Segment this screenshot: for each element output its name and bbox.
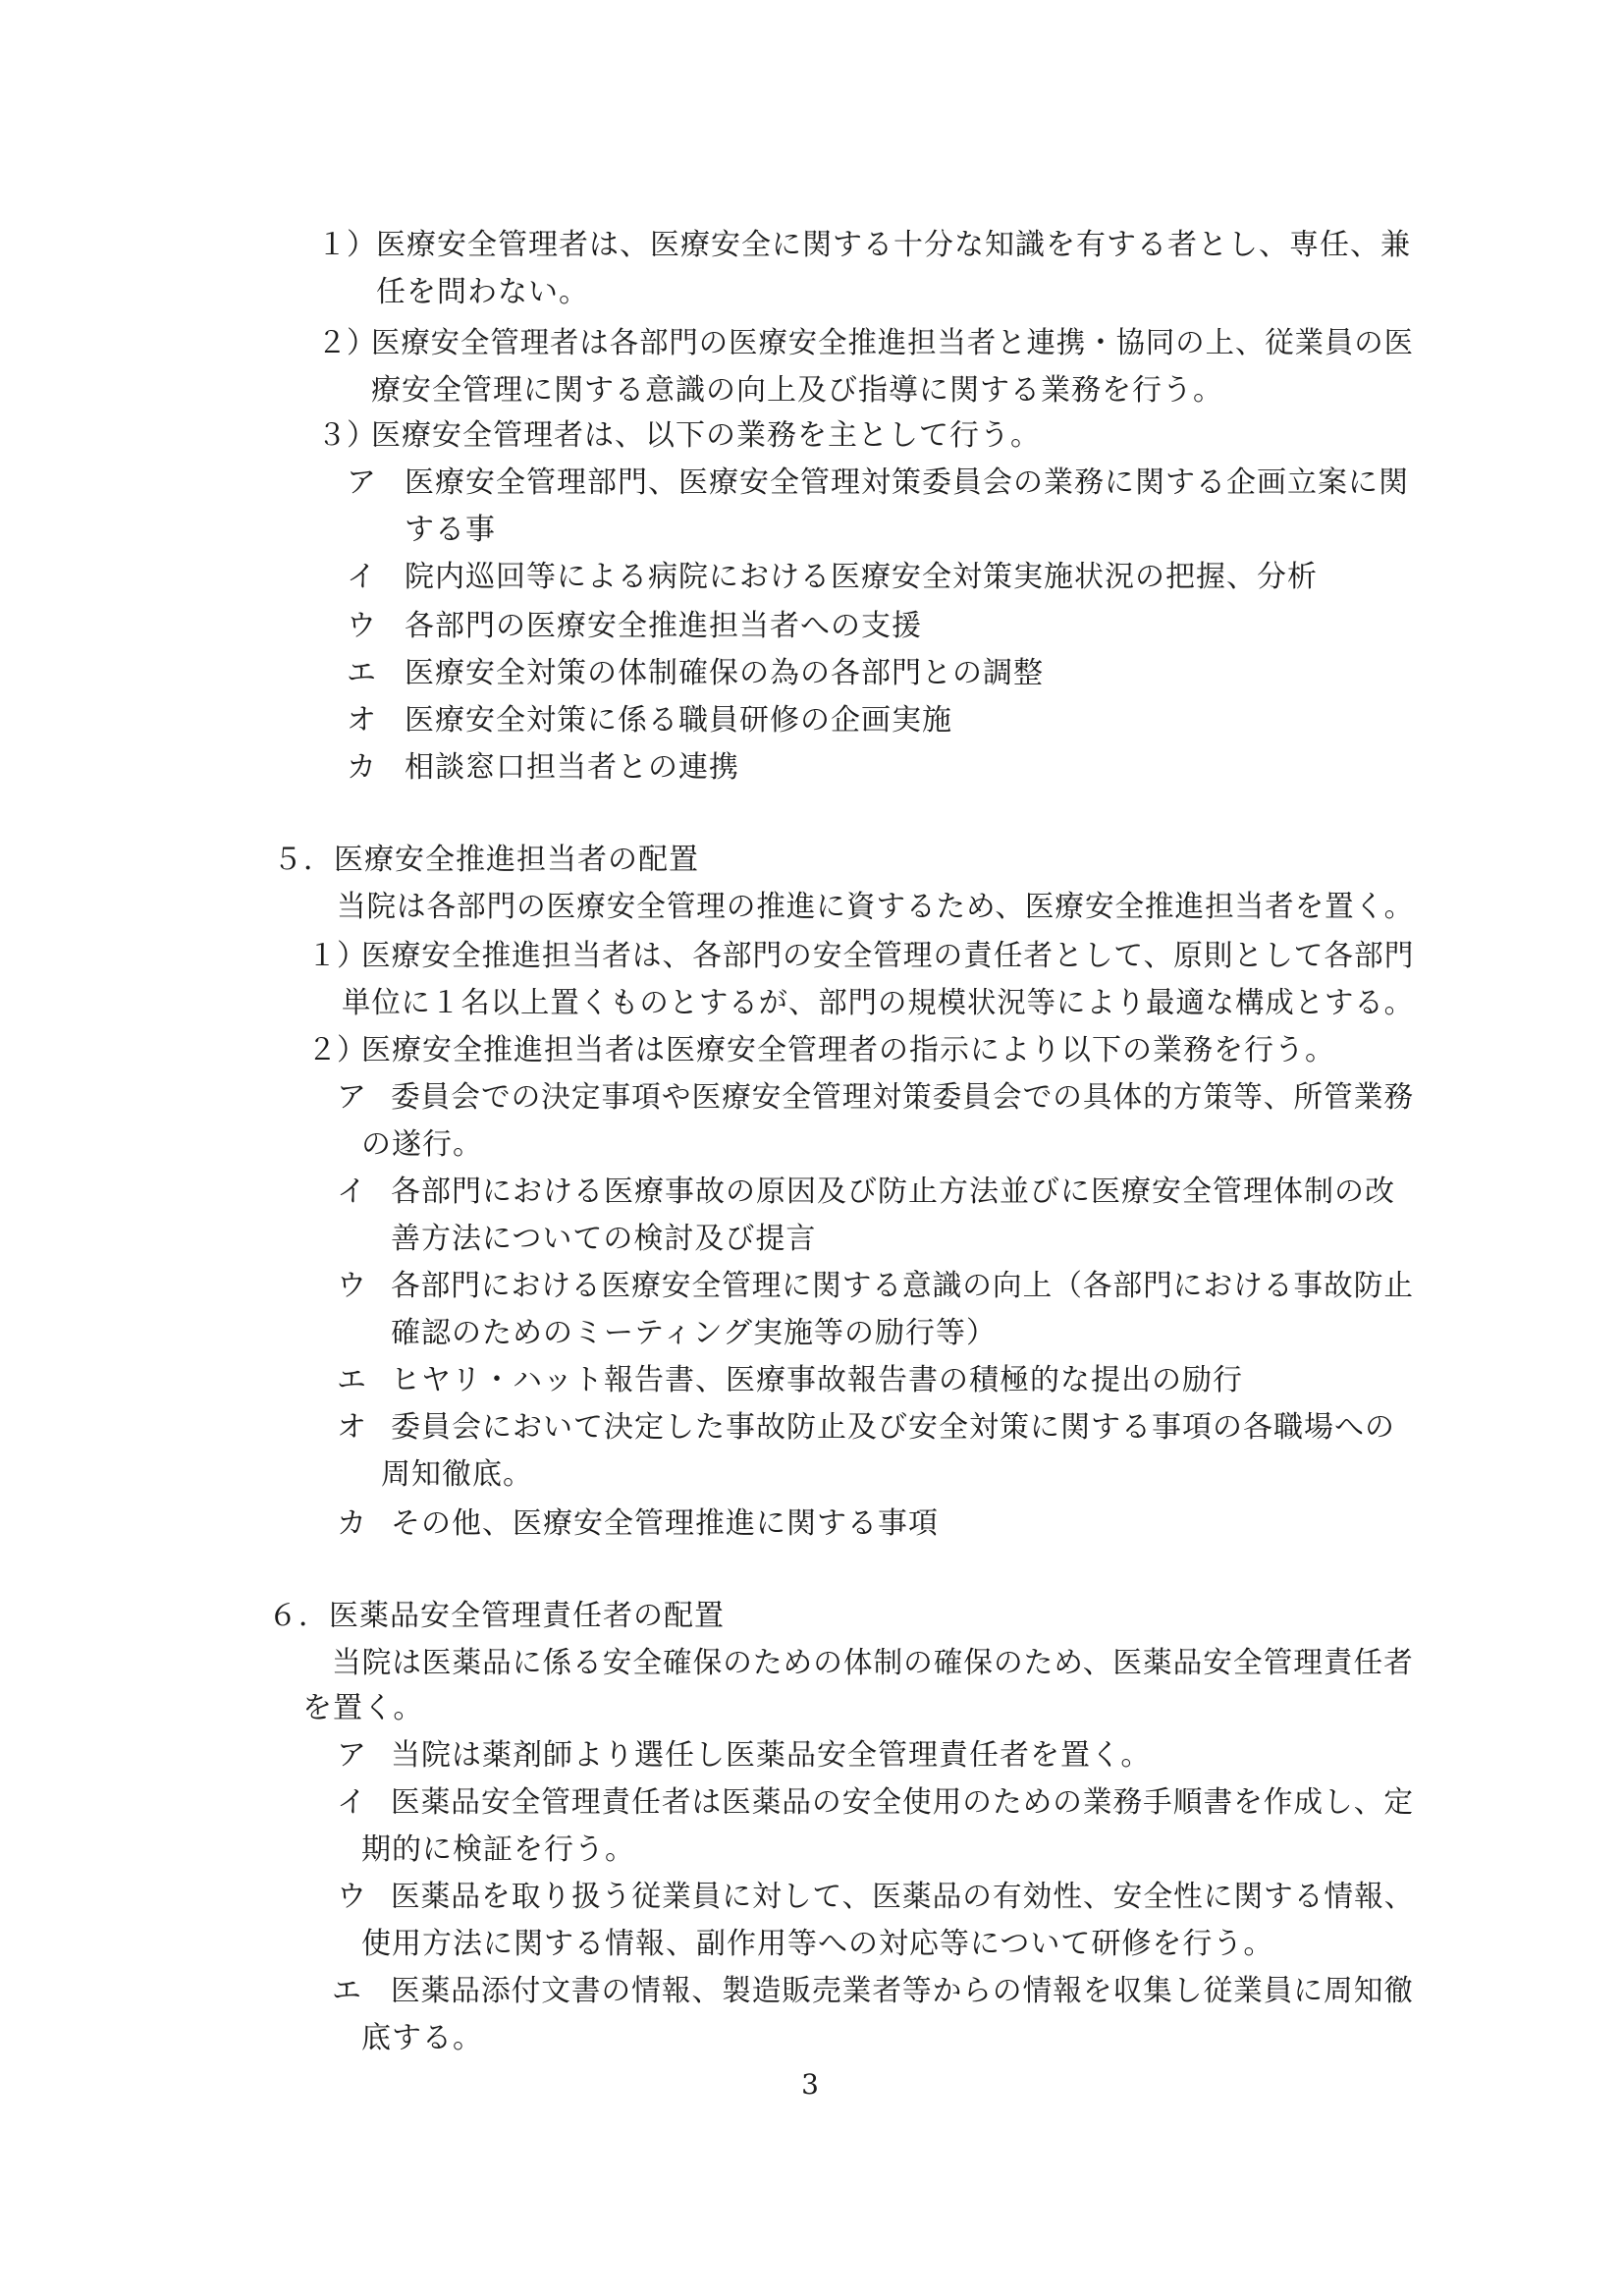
sub-item-marker: カ bbox=[347, 750, 376, 785]
list-item-text-cont: 単位に１名以上置くものとするが、部門の規模状況等により最適な構成とする。 bbox=[342, 986, 1415, 1020]
sub-item-text: ヒヤリ・ハット報告書、医療事故報告書の積極的な提出の励行 bbox=[391, 1363, 1243, 1397]
list-item-text: 医療安全管理者は各部門の医療安全推進担当者と連携・協同の上、従業員の医 bbox=[371, 326, 1414, 360]
sub-item-text-cont: の遂行。 bbox=[361, 1127, 483, 1162]
list-item-text: 医療安全推進担当者は、各部門の安全管理の責任者として、原則として各部門 bbox=[361, 939, 1415, 973]
sub-item-text-cont: 期的に検証を行う。 bbox=[361, 1832, 635, 1867]
list-marker: ３） bbox=[317, 418, 376, 453]
sub-item-marker: イ bbox=[337, 1175, 366, 1209]
sub-item-marker: イ bbox=[337, 1785, 366, 1820]
sub-item-text: 各部門の医療安全推進担当者への支援 bbox=[405, 609, 922, 643]
list-item-text: 医療安全推進担当者は医療安全管理者の指示により以下の業務を行う。 bbox=[361, 1033, 1335, 1067]
sub-item-text: 委員会での決定事項や医療安全管理対策委員会での具体的方策等、所管業務 bbox=[391, 1080, 1414, 1115]
sub-item-text: 相談窓口担当者との連携 bbox=[405, 750, 739, 785]
section-heading: ６．医薬品安全管理責任者の配置 bbox=[268, 1599, 725, 1633]
sub-item-text: 委員会において決定した事故防止及び安全対策に関する事項の各職場への bbox=[391, 1410, 1395, 1445]
sub-item-marker: イ bbox=[347, 560, 376, 594]
sub-item-marker: エ bbox=[337, 1363, 366, 1397]
sub-item-text: 各部門における医療事故の原因及び防止方法並びに医療安全管理体制の改 bbox=[391, 1175, 1395, 1209]
sub-item-text: 医薬品安全管理責任者は医薬品の安全使用のための業務手順書を作成し、定 bbox=[391, 1785, 1414, 1820]
list-item-text: 医療安全管理者は、以下の業務を主として行う。 bbox=[371, 418, 1041, 453]
sub-item-text: 医療安全対策に係る職員研修の企画実施 bbox=[405, 703, 952, 738]
list-item-text-cont: 任を問わない。 bbox=[376, 275, 589, 309]
sub-item-text-cont: 周知徹底。 bbox=[381, 1457, 533, 1492]
list-marker: ２） bbox=[317, 326, 376, 360]
sub-item-text-cont: 底する。 bbox=[361, 2021, 483, 2055]
sub-item-text: 医療安全管理部門、医療安全管理対策委員会の業務に関する企画立案に関 bbox=[405, 465, 1409, 500]
sub-item-text: 各部門における医療安全管理に関する意識の向上（各部門における事故防止 bbox=[391, 1269, 1414, 1303]
sub-item-marker: ア bbox=[337, 1738, 366, 1773]
sub-item-marker: ア bbox=[337, 1080, 366, 1115]
sub-item-marker: ウ bbox=[347, 609, 376, 643]
list-marker: １） bbox=[317, 228, 376, 262]
sub-item-text: 医薬品添付文書の情報、製造販売業者等からの情報を収集し従業員に周知徹 bbox=[391, 1974, 1414, 2008]
sub-item-marker: オ bbox=[347, 703, 376, 738]
section-intro: 当院は各部門の医療安全管理の推進に資するため、医療安全推進担当者を置く。 bbox=[337, 890, 1415, 924]
sub-item-text: その他、医療安全管理推進に関する事項 bbox=[391, 1506, 939, 1541]
sub-item-marker: オ bbox=[337, 1410, 366, 1445]
list-item-text-cont: 療安全管理に関する意識の向上及び指導に関する業務を行う。 bbox=[371, 373, 1223, 408]
list-marker: ２） bbox=[307, 1033, 366, 1067]
section-heading: ５．医療安全推進担当者の配置 bbox=[273, 843, 699, 877]
sub-item-text: 当院は薬剤師より選任し医薬品安全管理責任者を置く。 bbox=[391, 1738, 1152, 1773]
sub-item-text-cont: 善方法についての検討及び提言 bbox=[391, 1222, 817, 1256]
sub-item-marker: ウ bbox=[337, 1269, 366, 1303]
sub-item-text-cont: 確認のためのミーティング実施等の励行等） bbox=[391, 1316, 997, 1350]
sub-item-marker: エ bbox=[332, 1974, 361, 2008]
page-number: 3 bbox=[801, 2068, 819, 2101]
list-item-text: 医療安全管理者は、医療安全に関する十分な知識を有する者とし、専任、兼 bbox=[376, 228, 1411, 262]
section-intro: 当院は医薬品に係る安全確保のための体制の確保のため、医薬品安全管理責任者 bbox=[332, 1646, 1414, 1680]
sub-item-marker: ア bbox=[347, 465, 376, 500]
sub-item-marker: エ bbox=[347, 656, 376, 690]
sub-item-text-cont: する事 bbox=[405, 513, 496, 547]
sub-item-text-cont: 使用方法に関する情報、副作用等への対応等について研修を行う。 bbox=[361, 1927, 1274, 1961]
sub-item-text: 医薬品を取り扱う従業員に対して、医薬品の有効性、安全性に関する情報、 bbox=[391, 1880, 1415, 1914]
sub-item-text: 医療安全対策の体制確保の為の各部門との調整 bbox=[405, 656, 1044, 690]
list-marker: １） bbox=[307, 939, 366, 973]
sub-item-marker: カ bbox=[337, 1506, 366, 1541]
sub-item-marker: ウ bbox=[337, 1880, 366, 1914]
sub-item-text: 院内巡回等による病院における医療安全対策実施状況の把握、分析 bbox=[405, 560, 1318, 594]
section-intro-cont: を置く。 bbox=[302, 1691, 424, 1725]
